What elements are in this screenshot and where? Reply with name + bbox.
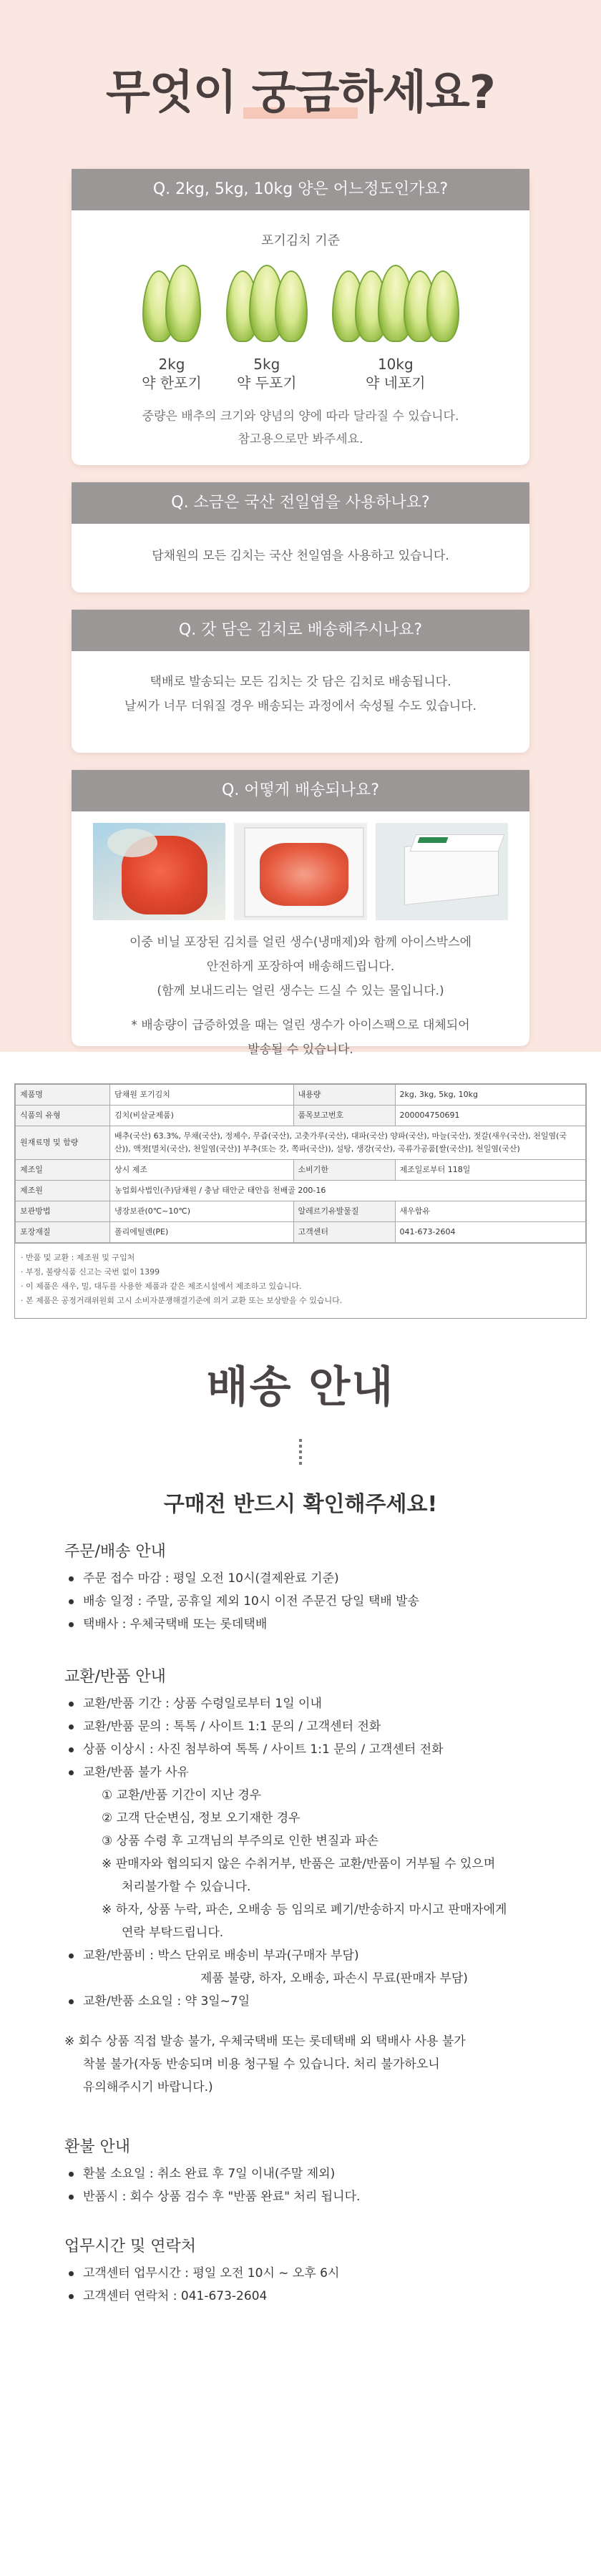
list-item: 고객센터 연락처 : 041-673-2604 bbox=[64, 2285, 601, 2308]
info-value: 배추(국산) 63.3%, 무채(국산), 정제수, 무즙(국산), 고춧가루(국산), 대파(국산) 양파(국산), 마늘(국산), 젓갈(새우(국산), 천일염(국산)), 액젓[멸치(국산), 천일염(국산)] 부추(또는 갓, 쪽파(국산)), 설탕, 생강(국산), 곡류가공품[쌀(국산)], 천일염(국산) bbox=[110, 1126, 586, 1160]
faq-answer-delivery-1: 이중 비닐 포장된 김치를 얼린 생수(냉매제)와 함께 아이스박스에 bbox=[129, 935, 472, 950]
photo-kimchi-in-icebox bbox=[234, 823, 366, 920]
return-notice-line: ※ 회수 상품 직접 발송 불가, 우체국택배 또는 롯데택배 외 택배사 사용 불가 bbox=[64, 2034, 466, 2049]
info-value: 담채원 포기김치 bbox=[110, 1085, 294, 1106]
info-key: 알레르기유발물질 bbox=[293, 1201, 395, 1222]
faq-answer-fresh-2: 날씨가 너무 더워질 경우 배송되는 과정에서 숙성될 수도 있습니다. bbox=[124, 699, 477, 713]
list-subitem: ※ 하자, 상품 누락, 파손, 오배송 등 임의로 폐기/반송하지 마시고 판매자에게 bbox=[102, 1903, 507, 1917]
cabbage-desc: 약 네포기 bbox=[365, 374, 426, 391]
section-heading: 교환/반품 안내 bbox=[64, 1668, 166, 1686]
faq-card-salt bbox=[72, 482, 529, 592]
info-key: 제품명 bbox=[16, 1085, 110, 1106]
info-key: 고객센터 bbox=[293, 1222, 395, 1243]
faq-title: 무엇이 궁금하세요? bbox=[106, 67, 495, 119]
info-value: 김치(비살균제품) bbox=[110, 1106, 294, 1126]
return-notice bbox=[64, 2030, 601, 2099]
list-subitem: 처리불가할 수 있습니다. bbox=[122, 1880, 251, 1894]
info-key: 제조원 bbox=[16, 1181, 110, 1201]
list-item: 택배사 : 우체국택배 또는 롯데택배 bbox=[64, 1613, 601, 1636]
refund-section bbox=[0, 2135, 601, 2208]
info-key: 보관방법 bbox=[16, 1201, 110, 1222]
cabbage-image bbox=[226, 262, 308, 342]
cabbage-item-5kg bbox=[226, 262, 308, 392]
table-row bbox=[16, 1222, 586, 1243]
table-row bbox=[16, 1201, 586, 1222]
info-value: 2kg, 3kg, 5kg, 10kg bbox=[395, 1085, 585, 1106]
info-key: 포장재질 bbox=[16, 1222, 110, 1243]
list-item: 반품시 : 회수 상품 검수 후 "반품 완료" 처리 됩니다. bbox=[64, 2185, 601, 2208]
cabbage-weight: 5kg bbox=[253, 356, 280, 373]
faq-question-delivery: Q. 어떻게 배송되나요? bbox=[72, 770, 529, 811]
info-value: 2000047506​91 bbox=[395, 1106, 585, 1126]
list-item: 고객센터 업무시간 : 평일 오전 10시 ~ 오후 6시 bbox=[64, 2262, 601, 2285]
faq-answer-delivery-2: 안전하게 포장하여 배송해드립니다. bbox=[206, 960, 395, 974]
shipping-subtitle: 구매전 반드시 확인해주세요! bbox=[163, 1492, 438, 1517]
faq-section bbox=[0, 0, 601, 1057]
info-value: 041-673-2604 bbox=[395, 1222, 585, 1243]
quantity-note-2: 참고용으로만 봐주세요. bbox=[238, 432, 363, 447]
order-shipping-section bbox=[0, 1539, 601, 1636]
list-item: 교환/반품 불가 사유 bbox=[64, 1761, 601, 1784]
info-note: · 이 제품은 새우, 밀, 대두를 사용한 제품과 같은 제조시설에서 제조하고 있습니다. bbox=[21, 1282, 302, 1291]
dotted-divider bbox=[299, 1439, 302, 1465]
cabbage-size-row bbox=[93, 262, 508, 392]
list-item: 교환/반품 소요일 : 약 3일~7일 bbox=[64, 1990, 601, 2013]
cabbage-basis-label: 포기김치 기준 bbox=[260, 233, 341, 248]
list-item: 환불 소요일 : 취소 완료 후 7일 이내(주말 제외) bbox=[64, 2162, 601, 2185]
photo-vinyl-packed-kimchi bbox=[93, 823, 225, 920]
quantity-note-1: 중량은 배추의 크기와 양념의 양에 따라 달라질 수 있습니다. bbox=[142, 409, 459, 424]
list-item: 상품 이상시 : 사진 첨부하여 톡톡 / 사이트 1:1 문의 / 고객센터 전화 bbox=[64, 1738, 601, 1761]
table-row bbox=[16, 1085, 586, 1106]
info-key: 식품의 유형 bbox=[16, 1106, 110, 1126]
table-row bbox=[16, 1181, 586, 1201]
info-note: · 반품 및 교환 : 제조원 및 구입처 bbox=[21, 1253, 135, 1262]
list-subitem: ② 고객 단순변심, 정보 오기재한 경우 bbox=[102, 1811, 300, 1825]
info-key: 제조일 bbox=[16, 1160, 110, 1181]
cabbage-image bbox=[332, 262, 459, 342]
section-heading: 환불 안내 bbox=[64, 2138, 131, 2156]
faq-answer-fresh-1: 택배로 발송되는 모든 김치는 갓 담은 김치로 배송됩니다. bbox=[150, 675, 451, 689]
return-notice-line: 유의해주시기 바랍니다.) bbox=[83, 2080, 213, 2094]
product-info-table bbox=[14, 1083, 587, 1319]
section-heading: 업무시간 및 연락처 bbox=[64, 2238, 197, 2255]
cabbage-desc: 약 한포기 bbox=[142, 374, 202, 391]
table-row bbox=[16, 1126, 586, 1160]
hours-contact-section bbox=[0, 2234, 601, 2308]
info-value: 새우함유 bbox=[395, 1201, 585, 1222]
faq-question-fresh: Q. 갓 담은 김치로 배송해주시나요? bbox=[72, 610, 529, 651]
faq-delivery-warning-2: 발송될 수 있습니다. bbox=[248, 1043, 353, 1057]
info-value: 농업회사법인(주)담채원 / 충남 태안군 태안읍 천배골 200-16 bbox=[110, 1181, 586, 1201]
info-value: 상시 제조 bbox=[110, 1160, 294, 1181]
table-row bbox=[16, 1160, 586, 1181]
list-subitem: ③ 상품 수령 후 고객님의 부주의로 인한 변질과 파손 bbox=[102, 1834, 378, 1848]
list-subitem: ※ 판매자와 협의되지 않은 수취거부, 반품은 교환/반품이 거부될 수 있으며 bbox=[102, 1857, 496, 1871]
list-item: 교환/반품 기간 : 상품 수령일로부터 1일 이내 bbox=[64, 1692, 601, 1715]
info-value: 냉장보관(0℃~10℃) bbox=[110, 1201, 294, 1222]
cabbage-weight: 10kg bbox=[377, 356, 414, 373]
info-key: 원재료명 및 함량 bbox=[16, 1126, 110, 1160]
faq-delivery-warning-1: * 배송량이 급증하였을 때는 얼린 생수가 아이스팩으로 대체되어 bbox=[131, 1018, 470, 1033]
info-key: 품목보고번호 bbox=[293, 1106, 395, 1126]
faq-answer-delivery-3: (함께 보내드리는 얼린 생수는 드실 수 있는 물입니다.) bbox=[157, 984, 444, 998]
cabbage-item-2kg bbox=[142, 262, 202, 392]
cabbage-weight: 2kg bbox=[158, 356, 185, 373]
cabbage-item-10kg bbox=[332, 262, 459, 392]
faq-question-salt: Q. 소금은 국산 전일염을 사용하나요? bbox=[72, 482, 529, 524]
faq-card-fresh bbox=[72, 610, 529, 753]
packaging-photos bbox=[93, 823, 508, 920]
info-value: 제조일로부터 118일 bbox=[395, 1160, 585, 1181]
cabbage-image bbox=[142, 262, 201, 342]
list-item: 배송 일정 : 주말, 공휴일 제외 10시 이전 주문건 당일 택배 발송 bbox=[64, 1590, 601, 1613]
photo-sealed-icebox bbox=[376, 823, 508, 920]
list-item: 주문 접수 마감 : 평일 오전 10시(결제완료 기준) bbox=[64, 1567, 601, 1590]
info-value: 폴리에틸렌(PE) bbox=[110, 1222, 294, 1243]
list-item: 교환/반품 문의 : 톡톡 / 사이트 1:1 문의 / 고객센터 전화 bbox=[64, 1715, 601, 1738]
exchange-return-section bbox=[0, 1664, 601, 2099]
info-note: · 본 제품은 공정거래위원회 고시 소비자분쟁해결기준에 의거 교환 또는 보상받을 수 있습니다. bbox=[21, 1296, 343, 1305]
info-key: 내용량 bbox=[293, 1085, 395, 1106]
table-row bbox=[16, 1106, 586, 1126]
list-subitem: 제품 불량, 하자, 오배송, 파손시 무료(판매자 부담) bbox=[200, 1971, 468, 1986]
section-heading: 주문/배송 안내 bbox=[64, 1543, 166, 1561]
list-subitem: ① 교환/반품 기간이 지난 경우 bbox=[102, 1788, 262, 1802]
return-notice-line: 착불 불가(자동 반송되며 비용 청구될 수 있습니다. 처리 불가하오니 bbox=[83, 2057, 440, 2072]
faq-card-quantity bbox=[72, 169, 529, 465]
list-subitem: 연락 부탁드립니다. bbox=[122, 1926, 224, 1940]
faq-answer-salt: 담채원의 모든 김치는 국산 천일염을 사용하고 있습니다. bbox=[152, 549, 449, 563]
cabbage-desc: 약 두포기 bbox=[236, 374, 297, 391]
faq-question-quantity: Q. 2kg, 5kg, 10kg 양은 어느정도인가요? bbox=[72, 169, 529, 210]
list-item: 교환/반품비 : 박스 단위로 배송비 부과(구매자 부담) bbox=[64, 1944, 601, 1967]
info-key: 소비기한 bbox=[293, 1160, 395, 1181]
faq-card-delivery bbox=[72, 770, 529, 1057]
shipping-title: 배송 안내 bbox=[206, 1362, 395, 1413]
info-note: · 부정, 불량식품 신고는 국번 없이 1399 bbox=[21, 1267, 160, 1277]
info-notes bbox=[15, 1243, 586, 1318]
